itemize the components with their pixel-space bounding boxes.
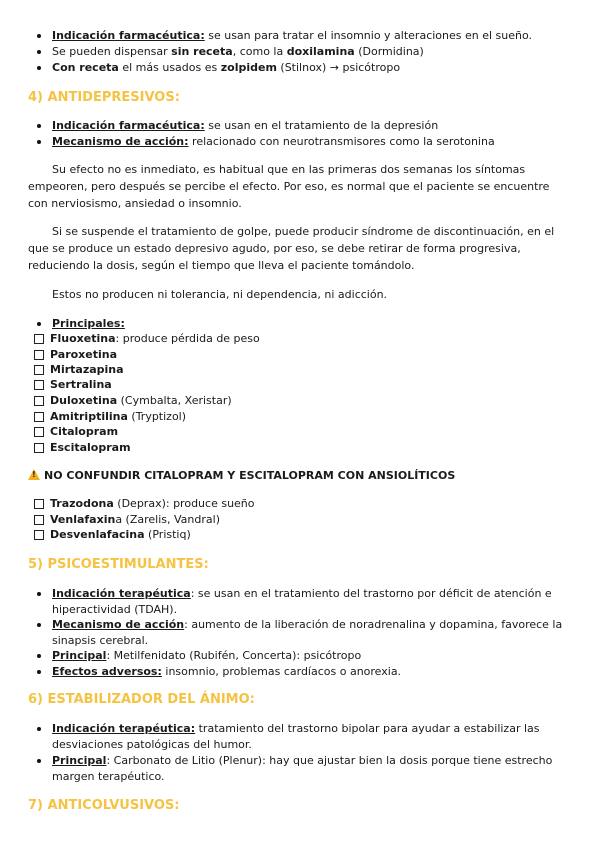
paragraph: Estos no producen ni tolerancia, ni dependencia, ni adicción. <box>52 288 388 301</box>
paragraph: Si se suspende el tratamiento de golpe, puede producir síndrome de discontinuación, en el que se produce un estado depresivo agudo, por eso, se debe retirar de forma progresiva, reduciendo la dosis, según el tiempo que lleva el paciente tomándolo. <box>28 225 555 272</box>
list-item: Principales: <box>52 316 570 332</box>
list-item: Efectos adversos: insomnio, problemas cardíacos o anorexia. <box>52 664 570 680</box>
checklist-item: Sertralina <box>34 378 112 392</box>
paragraph: Su efecto no es inmediato, es habitual que en las primeras dos semanas los síntomas empeoren, pero después se percibe el efecto. Por eso, es normal que el paciente se encuentre con nerviosismo, ansiedad o insomnio. <box>28 163 550 210</box>
section-heading: 6) ESTABILIZADOR DEL ÁNIMO: <box>28 692 255 707</box>
checkbox-icon[interactable] <box>34 396 44 406</box>
checkbox-icon[interactable] <box>34 380 44 390</box>
checkbox-icon[interactable] <box>34 350 44 360</box>
list-item: Con receta el más usados es zolpidem (Stilnox) → psicótropo <box>52 60 570 76</box>
list-item: Principal: Metilfenidato (Rubifén, Concerta): psicótropo <box>52 648 570 664</box>
list-item: Indicación terapéutica: tratamiento del trastorno bipolar para ayudar a estabilizar las desviaciones patológicas del humor. <box>52 721 570 753</box>
checklist-item: Venlafaxina (Zarelis, Vandral) <box>34 513 220 527</box>
checklist-item: Paroxetina <box>34 348 117 362</box>
section-heading: 5) PSICOESTIMULANTES: <box>28 557 209 572</box>
list-item: Principal: Carbonato de Litio (Plenur): hay que ajustar bien la dosis porque tiene estrecho margen terapéutico. <box>52 753 570 785</box>
checklist-item: Desvenlafacina (Pristiq) <box>34 528 191 542</box>
checklist-item: Escitalopram <box>34 441 131 455</box>
warning-note: !NO CONFUNDIR CITALOPRAM Y ESCITALOPRAM CON ANSIOLÍTICOS <box>28 469 455 482</box>
checklist-item: Fluoxetina: produce pérdida de peso <box>34 332 260 346</box>
checkbox-icon[interactable] <box>34 515 44 525</box>
list-item: Mecanismo de acción: aumento de la liberación de noradrenalina y dopamina, favorece la sinapsis cerebral. <box>52 617 570 649</box>
checklist-item: Mirtazapina <box>34 363 124 377</box>
list-item: Se pueden dispensar sin receta, como la doxilamina (Dormidina) <box>52 44 570 60</box>
checkbox-icon[interactable] <box>34 530 44 540</box>
checklist-item: Amitriptilina (Tryptizol) <box>34 410 186 424</box>
checkbox-icon[interactable] <box>34 412 44 422</box>
warning-icon <box>28 469 40 480</box>
checkbox-icon[interactable] <box>34 427 44 437</box>
checkbox-icon[interactable] <box>34 499 44 509</box>
list-item: Indicación farmacéutica: se usan para tratar el insomnio y alteraciones en el sueño. <box>52 28 570 44</box>
list-item: Indicación farmacéutica: se usan en el tratamiento de la depresión <box>52 118 570 134</box>
list-item: Indicación terapéutica: se usan en el tratamiento del trastorno por déficit de atención e hiperactividad (TDAH). <box>52 586 570 618</box>
checklist-item: Duloxetina (Cymbalta, Xeristar) <box>34 394 232 408</box>
bullet-label: Indicación farmacéutica: <box>52 29 205 42</box>
list-item: Mecanismo de acción: relacionado con neurotransmisores como la serotonina <box>52 134 570 150</box>
checklist-item: Trazodona (Deprax): produce sueño <box>34 497 255 511</box>
section-heading: 4) ANTIDEPRESIVOS: <box>28 90 180 105</box>
section-heading: 7) ANTICOLVUSIVOS: <box>28 798 180 813</box>
checkbox-icon[interactable] <box>34 443 44 453</box>
checkbox-icon[interactable] <box>34 334 44 344</box>
checkbox-icon[interactable] <box>34 365 44 375</box>
checklist-item: Citalopram <box>34 425 118 439</box>
